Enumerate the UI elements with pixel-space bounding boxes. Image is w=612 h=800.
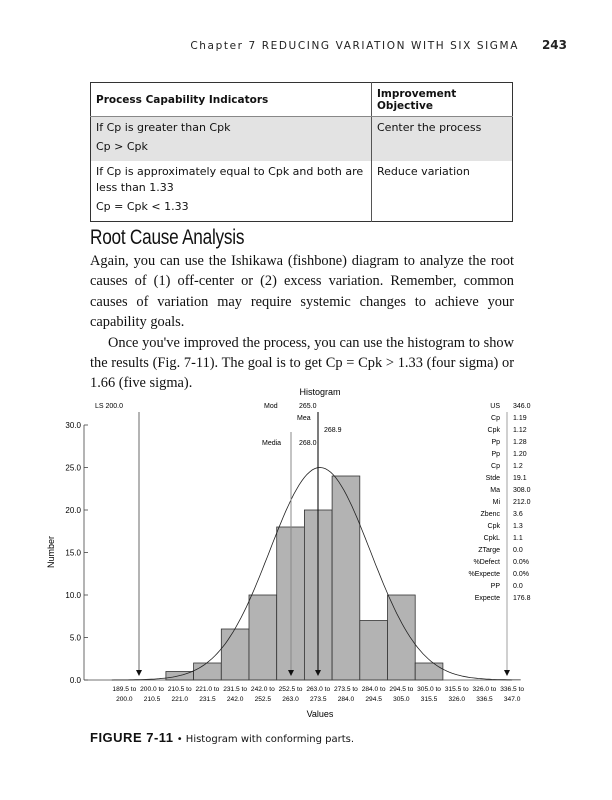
stat-label: Zbenc (480, 511, 500, 518)
histogram-bar (221, 629, 249, 680)
figure-label: FIGURE 7-11 (90, 730, 174, 745)
table-header-row (91, 83, 513, 117)
x-tick-label: 284.0 (337, 696, 355, 703)
y-tick-label: 30.0 (65, 421, 81, 430)
x-tick-label: 273.5 (309, 696, 327, 703)
capability-table (90, 82, 513, 222)
stat-value: 308.0 (513, 487, 531, 494)
lsl-arrow-icon (136, 670, 142, 676)
histogram-bar (360, 621, 388, 681)
stat-label: Expecte (474, 595, 500, 602)
y-axis-label: Number (46, 535, 56, 569)
x-tick-label: 252.5 to (278, 686, 303, 693)
stat-value: 1.28 (513, 439, 527, 446)
x-tick-label: 189.5 to (112, 686, 137, 693)
figure-caption: FIGURE 7-11 • Histogram with conforming parts. (90, 730, 355, 745)
stat-label: PP (490, 583, 500, 590)
histogram-chart (0, 380, 612, 725)
indicator-text: If Cp is greater than Cpk (96, 121, 231, 134)
stat-value: 1.3 (513, 523, 523, 530)
objective-cell: Reduce variation (372, 161, 513, 222)
x-tick-label: 263.0 to (306, 686, 331, 693)
page-number: 243 (541, 38, 567, 52)
objective-cell: Center the process (372, 117, 513, 162)
x-tick-label: 273.5 to (334, 686, 358, 693)
stat-value: 1.19 (513, 415, 527, 422)
y-tick-label: 0.0 (69, 676, 81, 685)
histogram-bar (194, 663, 222, 680)
stat-label: Cpk (487, 523, 500, 530)
x-tick-label: 242.0 to (250, 686, 275, 693)
x-tick-label: 200.0 to (140, 686, 164, 693)
stat-label: ZTarge (478, 547, 500, 554)
x-tick-label: 263.0 (282, 696, 299, 703)
stat-label: Pp (491, 439, 500, 446)
stat-label: %Defect (473, 559, 500, 566)
stat-value: 0.0% (513, 571, 529, 578)
y-tick-label: 5.0 (69, 633, 81, 643)
section-heading: Root Cause Analysis (90, 226, 245, 249)
stat-label: CpkL (483, 535, 500, 542)
indicator-cell (91, 161, 372, 222)
stat-label: Ma (490, 487, 500, 494)
histogram-bar (388, 595, 416, 680)
table-row (91, 117, 513, 162)
stat-label: Cpk (487, 427, 500, 434)
x-axis-label: Values (306, 709, 334, 719)
column-header: Improvement Objective (372, 83, 513, 117)
figure-caption-text: Histogram with conforming parts. (185, 734, 355, 745)
x-tick-label: 315.5 (420, 696, 438, 703)
paragraph: Again, you can use the Ishikawa (fishbone) diagram to analyze the root causes of (1) off-center or (2) excess variation. Remember, common causes of variation may require systemic changes to achieve your capability goals. (90, 253, 514, 331)
x-tick-label: 336.5 (476, 696, 493, 703)
stat-label: Stde (485, 475, 500, 482)
indicator-text: If Cp is approximately equal to Cpk and both are less than 1.33 (96, 165, 364, 194)
x-tick-label: 347.0 (503, 696, 521, 703)
mode-label: Mod (264, 403, 278, 410)
x-tick-label: 326.0 (448, 696, 466, 703)
median-label: Media (262, 440, 282, 447)
running-head (190, 38, 567, 52)
x-tick-label: 242.0 (226, 696, 244, 703)
y-tick-label: 25.0 (65, 463, 81, 473)
stat-label: US (490, 403, 500, 410)
body-text (90, 251, 514, 394)
x-tick-label: 221.0 to (195, 686, 220, 693)
x-tick-label: 221.0 (171, 696, 189, 703)
stat-value: 0.0 (513, 583, 523, 590)
stat-value: 19.1 (513, 475, 527, 482)
histogram-bar (415, 663, 443, 680)
x-tick-label: 336.5 to (500, 686, 525, 693)
indicator-formula: Cp > Cpk (96, 140, 148, 153)
y-tick-label: 10.0 (65, 591, 81, 600)
x-tick-label: 252.5 (254, 696, 272, 703)
lsl-label: LS 200.0 (95, 403, 124, 410)
chapter-number: Chapter 7 (190, 40, 257, 52)
x-tick-label: 294.5 to (389, 686, 414, 693)
indicator-formula: Cp = Cpk < 1.33 (96, 200, 189, 213)
table-row (91, 161, 513, 222)
stat-label: Cp (491, 463, 500, 470)
stat-value: 1.2 (513, 463, 523, 470)
stat-value: 1.1 (513, 535, 523, 542)
x-tick-label: 305.0 to (417, 686, 441, 693)
stat-value: 176.8 (513, 595, 531, 602)
x-tick-label: 305.0 (393, 696, 410, 703)
stat-value: 212.0 (513, 499, 531, 506)
stat-value: 3.6 (513, 511, 523, 518)
mean-value: 268.9 (324, 427, 342, 434)
y-tick-label: 15.0 (65, 548, 81, 558)
x-tick-label: 231.5 (199, 696, 216, 703)
mode-value: 265.0 (299, 403, 317, 410)
x-tick-label: 231.5 to (223, 686, 248, 693)
histogram-bar (332, 476, 360, 680)
stat-label: Pp (491, 451, 500, 458)
stat-value: 0.0 (513, 547, 523, 554)
x-tick-label: 200.0 (116, 696, 133, 703)
paragraph: Once you've improved the process, you can use the histogram to show the results (Fig. 7-11). The goal is to get Cp = Cpk > 1.33 (four sigma) or 1.66 (five sigma). (90, 334, 514, 392)
x-tick-label: 210.5 to (167, 686, 192, 693)
stat-label: Cp (491, 415, 500, 422)
stat-value: 0.0% (513, 559, 529, 566)
chart-title: Histogram (299, 387, 341, 397)
x-tick-label: 284.0 to (361, 686, 386, 693)
stat-label: Mi (492, 499, 500, 506)
y-tick-label: 20.0 (65, 506, 81, 515)
column-header: Process Capability Indicators (91, 83, 372, 117)
stat-value: 1.12 (513, 427, 527, 434)
stat-label: %Expecte (468, 571, 500, 578)
chapter-title: REDUCING VARIATION WITH SIX SIGMA (261, 40, 519, 52)
histogram-bar (249, 595, 277, 680)
x-tick-label: 210.5 (143, 696, 161, 703)
x-tick-label: 315.5 to (444, 686, 469, 693)
stat-value: 346.0 (513, 403, 531, 410)
x-tick-label: 326.0 to (472, 686, 497, 693)
indicator-cell (91, 117, 372, 162)
mean-label: Mea (297, 415, 311, 422)
median-value: 268.0 (299, 440, 317, 447)
stat-value: 1.20 (513, 451, 527, 458)
x-tick-label: 294.5 (365, 696, 382, 703)
usl-arrow-icon (504, 670, 510, 676)
